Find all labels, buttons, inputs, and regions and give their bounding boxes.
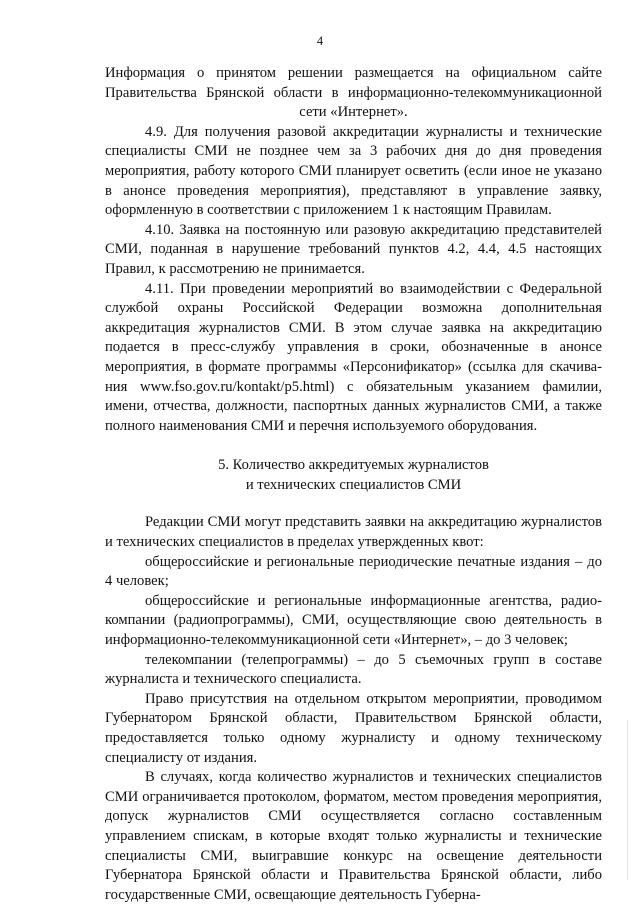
section-heading-line: 5. Количество аккредитуемых журналистов	[218, 457, 489, 474]
paragraph-quota-agencies: общероссийские и региональные информационные агентства, радио-компании (радиопрограммы), СМИ, осуществляющие свою деятельность в информационно-телекоммуникационной сети «Интернет», – до 3 человек;	[105, 592, 602, 649]
paragraph-attendance-right: Право присутствия на отдельном открытом мероприятии, проводимом Губернатором Брянской области, Правительством Брянской области, предоставляется только одному журналисту и одному техническому специалисту от издания.	[105, 690, 602, 766]
paragraph-4-10: 4.10. Заявка на постоянную или разовую аккредитацию представителей СМИ, поданная в нарушение требований пунктов 4.2, 4.4, 4.5 настоящих Правил, к рассмотрению не принимается.	[105, 221, 602, 277]
page-number: 4	[316, 34, 324, 48]
paragraph-quota-tv: телекомпании (телепрограммы) – до 5 съемочных групп в составе журналиста и технического специалиста.	[105, 651, 602, 688]
intro-paragraph	[105, 64, 602, 123]
paragraph-4-11: 4.11. При проведении мероприятий во взаимодействии с Федеральной службой охраны Российской Федерации возможна дополнительная аккредитация журналистов СМИ. В этом случае заявка на аккредитацию подается в пресс-службу управления в сроки, обозначенные в анонсе мероприятия, в формате программы «Персонификатор» (ссылка для скачива-ния www.fso.gov.ru/kontakt/p5.html) с обязательным указанием фамилии, имени, отчества, должности, паспортных данных журналистов СМИ, а также полного наименования СМИ и перечня используемого оборудования.	[105, 280, 602, 434]
paragraph-quotas-intro: Редакции СМИ могут представить заявки на аккредитацию журналистов и технических специалистов в пределах утвержденных квот:	[105, 514, 602, 551]
paragraph-4-9: 4.9. Для получения разовой аккредитации журналисты и технические специалисты СМИ не позднее чем за 3 рабочих дня до дня проведения мероприятия, работу которого СМИ планирует осветить (если иное не указано в анонсе проведения мероприятия), представляют в управление заявку, оформленную в соответствии с приложением 1 к настоящим Правилам.	[105, 123, 602, 219]
paragraph-quota-print: общероссийские и региональные периодические печатные издания – до 4 человек;	[105, 553, 602, 590]
section-5-heading	[105, 456, 602, 495]
intro-line: Правительства Брянской области в информационно-телекоммуникационной	[105, 84, 602, 101]
document-body	[105, 64, 602, 905]
paragraph-limited-access: В случаях, когда количество журналистов и технических специалистов СМИ ограничивается протоколом, форматом, местом проведения мероприятия, допуск журналистов СМИ осуществляется согласно составленным управлением спискам, в которые входят только журналисты и технические специалисты СМИ, выигравшие конкурс на освещение деятельности Губернатора Брянской области и Правительства Брянской области, либо государственные СМИ, освещающие деятельность Губерна-	[105, 769, 602, 903]
section-heading-line: и технических специалистов СМИ	[245, 476, 462, 493]
intro-line: Информация о принятом решении размещается на официальном сайте	[105, 65, 602, 81]
intro-line: сети «Интернет».	[299, 104, 408, 121]
scan-edge-mark	[627, 720, 628, 880]
